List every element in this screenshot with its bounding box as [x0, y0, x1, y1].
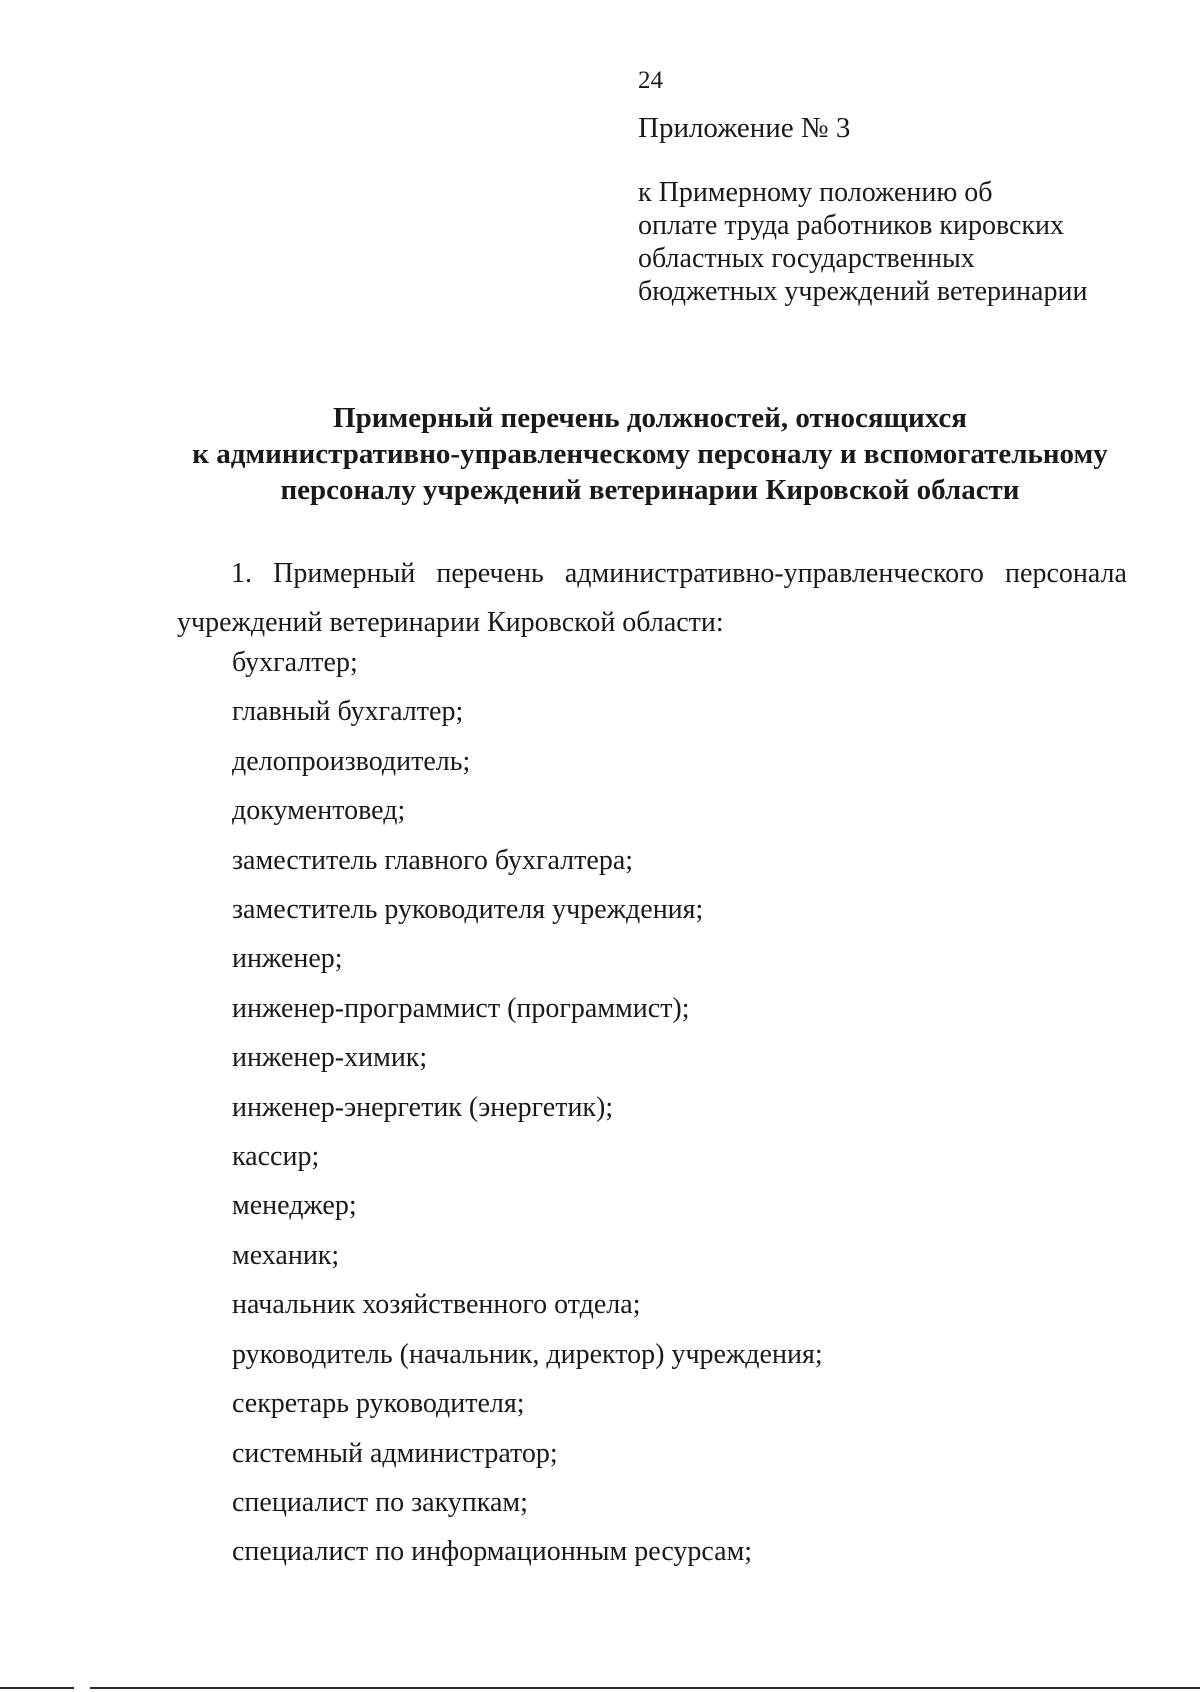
- intro-word: персонала: [1005, 558, 1127, 589]
- appendix-reference-line: к Примерному положению об: [638, 177, 993, 208]
- list-item: специалист по закупкам;: [232, 1486, 528, 1518]
- intro-word: административно-управленческого: [564, 558, 984, 589]
- document-heading: [120, 400, 1180, 508]
- section-number: 1.: [231, 558, 252, 589]
- list-item: начальник хозяйственного отдела;: [232, 1289, 641, 1321]
- list-item: инженер-программист (программист);: [232, 992, 690, 1024]
- appendix-reference-line: оплате труда работников кировских: [638, 210, 1065, 241]
- appendix-title: Приложение № 3: [638, 112, 851, 144]
- list-item: главный бухгалтер;: [232, 696, 464, 728]
- heading-line: персоналу учреждений ветеринарии Кировской области: [280, 474, 1020, 506]
- page-bottom-rule-gap: [74, 1686, 90, 1690]
- list-item: инженер-химик;: [232, 1042, 428, 1074]
- section-1-intro: [177, 549, 1127, 647]
- intro-word: перечень: [436, 558, 544, 589]
- appendix-reference-line: бюджетных учреждений ветеринарии: [638, 276, 1088, 307]
- list-item: заместитель руководителя учреждения;: [232, 894, 704, 926]
- list-item: специалист по информационным ресурсам;: [232, 1536, 753, 1568]
- appendix-reference: [638, 176, 1158, 308]
- list-item: менеджер;: [232, 1190, 357, 1222]
- list-item: кассир;: [232, 1141, 320, 1173]
- page-bottom-rule: [0, 1687, 1200, 1689]
- heading-line: к административно-управленческому персоналу и вспомогательному: [192, 438, 1108, 470]
- section-1-intro-line: [177, 549, 1127, 598]
- page-number: 24: [638, 67, 663, 94]
- list-item: механик;: [232, 1239, 340, 1271]
- intro-word: Примерный: [273, 558, 416, 589]
- positions-list: [232, 638, 823, 1577]
- list-item: документовед;: [232, 795, 406, 827]
- list-item: инженер-энергетик (энергетик);: [232, 1091, 614, 1123]
- list-item: бухгалтер;: [232, 647, 358, 678]
- list-item: системный администратор;: [232, 1437, 558, 1469]
- list-item: инженер;: [232, 943, 343, 975]
- heading-line: Примерный перечень должностей, относящихся: [333, 402, 967, 434]
- list-item: делопроизводитель;: [232, 745, 471, 777]
- list-item: секретарь руководителя;: [232, 1388, 525, 1420]
- list-item: руководитель (начальник, директор) учреждения;: [232, 1338, 823, 1370]
- section-1-intro-line: учреждений ветеринарии Кировской области:: [177, 607, 724, 638]
- list-item: заместитель главного бухгалтера;: [232, 844, 634, 876]
- appendix-reference-line: областных государственных: [638, 243, 975, 274]
